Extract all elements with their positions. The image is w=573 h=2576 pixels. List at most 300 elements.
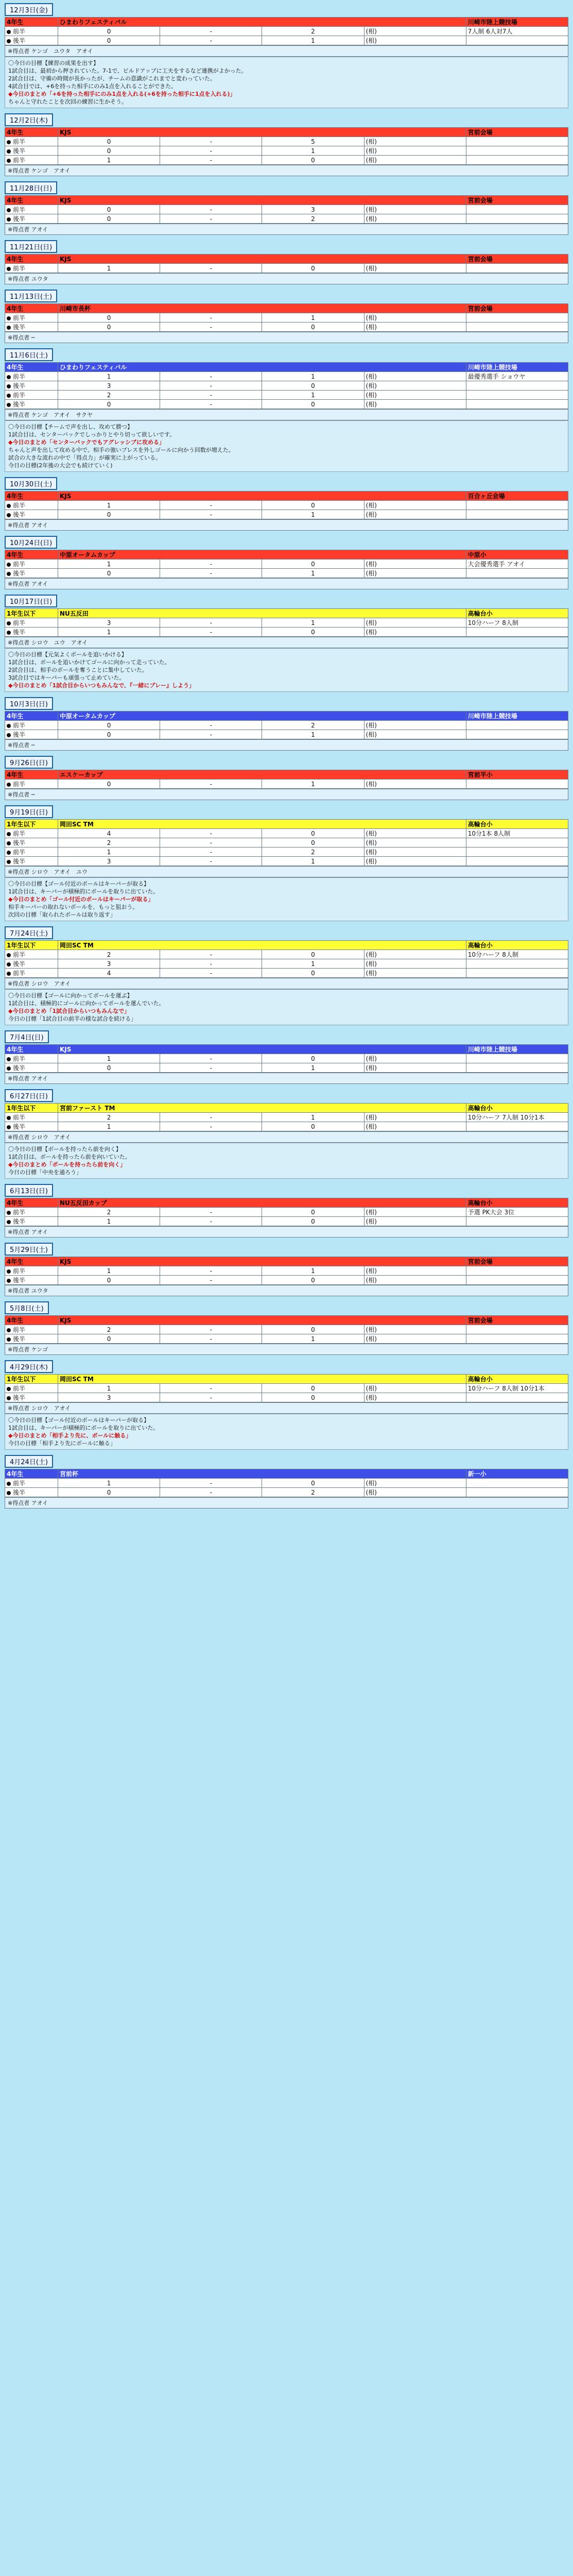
half-text: 後半 [13,324,26,331]
half-text: 後半 [13,1335,26,1343]
match-note [466,779,568,789]
tournament-name: 宮前杯 [58,1469,466,1479]
opponent: (相) [364,721,466,730]
category-label: 4年生 [5,1469,58,1479]
half-text: 後半 [13,1064,26,1072]
score-table [5,1044,568,1073]
score-row [5,1113,568,1122]
score-row [5,1384,568,1393]
half-label [5,1063,58,1073]
vs-mark: - [160,372,262,381]
report-line: ◆今日のまとめ「相手より先に、ボールに触る」 [8,1432,132,1439]
half-label [5,1325,58,1334]
ball-icon [7,860,11,864]
ball-icon [7,724,11,728]
score-table [5,491,568,519]
away-score: 1 [262,618,364,628]
away-score: 5 [262,137,364,146]
opponent: (相) [364,391,466,400]
vs-mark: - [160,1479,262,1488]
report-line: 〇今日の目標【ゴールに向かってボールを運ぶ】 [8,992,133,999]
opponent: (相) [364,1325,466,1334]
report-line: ◆今日のまとめ「ボールを持ったら前を向く」 [8,1161,126,1168]
vs-mark: - [160,1393,262,1402]
half-label [5,560,58,569]
away-score: 1 [262,510,364,519]
category-label: 4年生 [5,18,58,27]
header-row [5,196,568,205]
ball-icon [7,962,11,967]
away-score: 0 [262,156,364,165]
report-line: 2試合目は、相手のボールを奪うことに集中していた。 [8,667,148,673]
ball-icon [7,1482,11,1486]
score-row [5,156,568,165]
vs-mark: - [160,400,262,409]
match-note [466,146,568,156]
vs-mark: - [160,323,262,332]
half-label [5,501,58,510]
half-text: 後半 [13,511,26,518]
report-line: 〇今日の目標【ボールを持ったら前を向く】 [8,1146,121,1153]
half-label [5,400,58,409]
home-score: 0 [58,27,160,36]
match-report [5,1360,568,1450]
score-row [5,146,568,156]
home-score: 1 [58,628,160,637]
match-note [466,730,568,739]
opponent: (相) [364,569,466,578]
opponent: (相) [364,381,466,391]
home-score: 2 [58,950,160,959]
report-text [5,57,568,108]
header-row [5,1316,568,1325]
header-row [5,18,568,27]
score-table [5,17,568,45]
vs-mark: - [160,569,262,578]
ball-icon [7,39,11,43]
category-label: 4年生 [5,770,58,779]
report-line: 1試合目は、ボールを追いかけてゴールに向かって走っていた。 [8,659,170,666]
half-text: 前半 [13,1209,26,1216]
home-score: 0 [58,721,160,730]
ball-icon [7,1211,11,1215]
opponent: (相) [364,857,466,866]
half-label [5,323,58,332]
category-label: 1年生以下 [5,1104,58,1113]
score-row [5,1063,568,1073]
home-score: 4 [58,829,160,838]
header-row [5,770,568,779]
away-score: 3 [262,205,364,214]
category-label: 4年生 [5,1257,58,1266]
vs-mark: - [160,264,262,273]
away-score: 0 [262,501,364,510]
match-note: 10分ハーフ 7人制 10分1本 [466,1113,568,1122]
half-label [5,1393,58,1402]
report-text [5,1143,568,1179]
vs-mark: - [160,1122,262,1131]
vs-mark: - [160,1054,262,1063]
category-label: 1年生以下 [5,820,58,829]
tournament-name: KJS [58,196,466,205]
venue-name: 宮前平小 [466,770,568,779]
opponent: (相) [364,838,466,848]
home-score: 0 [58,1276,160,1285]
home-score: 0 [58,313,160,323]
away-score: 0 [262,838,364,848]
half-label [5,1334,58,1344]
score-row [5,1393,568,1402]
match-report [5,1030,568,1084]
match-date: 7月24日(土) [5,926,53,939]
half-label [5,857,58,866]
match-note [466,1325,568,1334]
half-text: 前半 [13,1385,26,1392]
vs-mark: - [160,848,262,857]
ball-icon [7,953,11,957]
home-score: 0 [58,146,160,156]
opponent: (相) [364,372,466,381]
home-score: 1 [58,501,160,510]
match-note: 10分ハーフ 8人制 10分1本 [466,1384,568,1393]
home-score: 1 [58,1054,160,1063]
vs-mark: - [160,214,262,224]
half-text: 後半 [13,1277,26,1284]
home-score: 1 [58,1122,160,1131]
score-row [5,264,568,273]
header-row [5,492,568,501]
report-line: 4試合目では、+6を持った相手にのみ1点を入れることができた。 [8,83,177,90]
category-label: 4年生 [5,492,58,501]
venue-name: 宮前会場 [466,1316,568,1325]
vs-mark: - [160,146,262,156]
half-text: 後半 [13,382,26,389]
match-date: 11月6日(土) [5,348,53,361]
opponent: (相) [364,510,466,519]
opponent: (相) [364,323,466,332]
opponent: (相) [364,1479,466,1488]
match-report [5,113,568,176]
away-score: 0 [262,1393,364,1402]
match-note: 最優秀選手 ショウヤ [466,372,568,381]
match-note: 大会優秀選手 アオイ [466,560,568,569]
score-table [5,608,568,637]
ball-icon [7,1269,11,1274]
match-note [466,838,568,848]
ball-icon [7,1328,11,1332]
ball-icon [7,1337,11,1342]
opponent: (相) [364,628,466,637]
vs-mark: - [160,950,262,959]
home-score: 3 [58,959,160,969]
report-line: 1試合目は、キーパーが積極的にボールを取りに出ていた。 [8,1425,159,1431]
vs-mark: - [160,156,262,165]
opponent: (相) [364,313,466,323]
vs-mark: - [160,205,262,214]
vs-mark: - [160,618,262,628]
scorers-line: ※得点者 ユウタ [5,273,568,284]
score-row [5,628,568,637]
category-label: 4年生 [5,196,58,205]
score-table [5,1315,568,1344]
away-score: 1 [262,313,364,323]
half-text: 前半 [13,849,26,856]
scorers-line: ※得点者 シロウ アオイ [5,978,568,989]
scorers-line: ※得点者 シロウ アオイ [5,1402,568,1414]
home-score: 2 [58,1113,160,1122]
vs-mark: - [160,721,262,730]
score-row [5,372,568,381]
match-date: 9月19日(日) [5,805,53,818]
match-note [466,400,568,409]
half-label [5,1122,58,1131]
home-score: 3 [58,857,160,866]
vs-mark: - [160,313,262,323]
vs-mark: - [160,730,262,739]
venue-name: 高輪台小 [466,820,568,829]
venue-name: 川崎市陸上競技場 [466,1045,568,1054]
report-line: 今日の目標「1試合目の前半の様な試合を続ける」 [8,1015,136,1022]
vs-mark: - [160,779,262,789]
match-report [5,348,568,472]
half-text: 後半 [13,1394,26,1401]
tournament-name: 岡田SC TM [58,941,466,950]
opponent: (相) [364,829,466,838]
opponent: (相) [364,1384,466,1393]
opponent: (相) [364,1122,466,1131]
match-note [466,391,568,400]
report-line: 1試合目は、センターバックでしっかりとやり切って欲しいです。 [8,431,176,438]
ball-icon [7,563,11,567]
ball-icon [7,394,11,398]
ball-icon [7,733,11,737]
category-label: 1年生以下 [5,941,58,950]
vs-mark: - [160,381,262,391]
match-note [466,137,568,146]
home-score: 0 [58,214,160,224]
half-text: 前半 [13,951,26,958]
report-line: 1試合目は、最初から押されていた。7-1で、ビルドアップに工夫をするなど連携がよかった。 [8,67,247,74]
vs-mark: - [160,560,262,569]
vs-mark: - [160,959,262,969]
half-label [5,313,58,323]
opponent: (相) [364,214,466,224]
header-row [5,1045,568,1054]
match-report [5,240,568,284]
category-label: 4年生 [5,550,58,560]
match-note: 7人制 6人対7人 [466,27,568,36]
half-text: 前半 [13,502,26,509]
half-label [5,1054,58,1063]
vs-mark: - [160,36,262,45]
match-note [466,510,568,519]
match-date: 6月13日(日) [5,1184,53,1197]
match-report [5,477,568,531]
category-label: 4年生 [5,363,58,372]
report-line: 相手キーパーの取れないボールを、もっと狙おう。 [8,904,138,910]
score-row [5,510,568,519]
half-text: 前半 [13,28,26,35]
report-line: 1試合目は、キーパーが積極的にボールを取りに出ていた。 [8,888,159,895]
score-table [5,362,568,409]
home-score: 2 [58,1325,160,1334]
vs-mark: - [160,1113,262,1122]
venue-name: 宮前会場 [466,304,568,313]
home-score: 3 [58,618,160,628]
ball-icon [7,267,11,271]
report-line: 今日の目標「相手より先にボールに触る」 [8,1440,116,1447]
tournament-name: 宮前ファースト TM [58,1104,466,1113]
report-line: ◆今日のまとめ「ゴール付近のボールはキーパーが取る」 [8,896,154,903]
half-label [5,36,58,45]
match-date: 11月21日(日) [5,240,57,253]
match-date: 10月24日(日) [5,536,57,549]
half-label [5,618,58,628]
opponent: (相) [364,1113,466,1122]
match-note [466,1054,568,1063]
score-row [5,1479,568,1488]
away-score: 0 [262,1122,364,1131]
score-row [5,1122,568,1131]
report-line: 〇今日の目標【元気よくボールを追いかける】 [8,651,127,658]
ball-icon [7,832,11,836]
away-score: 0 [262,1325,364,1334]
ball-icon [7,851,11,855]
header-row [5,1375,568,1384]
score-table [5,550,568,578]
score-table [5,1469,568,1497]
half-text: 後半 [13,839,26,846]
match-note [466,1266,568,1276]
header-row [5,1257,568,1266]
away-score: 0 [262,950,364,959]
vs-mark: - [160,1266,262,1276]
match-report [5,756,568,800]
away-score: 1 [262,569,364,578]
vs-mark: - [160,510,262,519]
home-score: 0 [58,779,160,789]
home-score: 0 [58,1334,160,1344]
vs-mark: - [160,27,262,36]
half-label [5,1384,58,1393]
half-label [5,1276,58,1285]
match-note [466,214,568,224]
score-table [5,254,568,273]
match-date: 11月13日(土) [5,290,57,302]
away-score: 1 [262,1063,364,1073]
away-score: 0 [262,628,364,637]
opponent: (相) [364,1488,466,1497]
match-date: 6月27日(日) [5,1089,53,1102]
score-row [5,214,568,224]
scorers-line: ※得点者 ユウタ [5,1285,568,1296]
half-label [5,205,58,214]
header-row [5,711,568,721]
header-row [5,820,568,829]
half-label [5,1266,58,1276]
vs-mark: - [160,1334,262,1344]
scorers-line: ※得点者 ケンゴ アオイ サクヤ [5,409,568,420]
category-label: 4年生 [5,1045,58,1054]
home-score: 1 [58,156,160,165]
match-date: 4月29日(木) [5,1360,53,1373]
ball-icon [7,403,11,407]
match-report [5,181,568,235]
half-label [5,969,58,978]
half-text: 後半 [13,147,26,155]
match-note: 10分1本 8人制 [466,829,568,838]
half-text: 後半 [13,1218,26,1225]
score-row [5,1208,568,1217]
half-label [5,137,58,146]
score-table [5,819,568,866]
score-row [5,27,568,36]
report-line: 2試合目は、守備の時間が長かったが、チームの意識がこれまでと変わっていた。 [8,75,216,82]
score-row [5,1488,568,1497]
match-note [466,969,568,978]
half-text: 前半 [13,157,26,164]
half-label [5,27,58,36]
ball-icon [7,1116,11,1120]
home-score: 2 [58,838,160,848]
vs-mark: - [160,391,262,400]
away-score: 1 [262,857,364,866]
away-score: 0 [262,1208,364,1217]
venue-name: 川崎市陸上競技場 [466,711,568,721]
header-row [5,609,568,618]
header-row [5,1198,568,1208]
half-label [5,1217,58,1226]
away-score: 0 [262,969,364,978]
away-score: 1 [262,1266,364,1276]
match-note [466,1276,568,1285]
report-line: ちゃんと守れたことを次回の練習に生かそう。 [8,98,127,105]
half-label [5,779,58,789]
match-report [5,595,568,692]
away-score: 1 [262,779,364,789]
ball-icon [7,1066,11,1071]
match-report [5,1089,568,1179]
score-row [5,779,568,789]
scorers-line: ※得点者 アオイ [5,1497,568,1509]
away-score: 2 [262,721,364,730]
half-label [5,848,58,857]
match-report [5,1184,568,1238]
home-score: 1 [58,372,160,381]
tournament-name: NU五反田 [58,609,466,618]
half-text: 後半 [13,858,26,865]
ball-icon [7,1396,11,1400]
away-score: 1 [262,391,364,400]
home-score: 1 [58,1217,160,1226]
score-row [5,838,568,848]
opponent: (相) [364,1217,466,1226]
score-row [5,569,568,578]
report-line: ◆今日のまとめ「センターバックでもアグレッシブに攻める」 [8,439,165,446]
tournament-name: ひまわりフェスティバル [58,363,466,372]
scorers-line: ※得点者 アオイ [5,1226,568,1238]
vs-mark: - [160,501,262,510]
category-label: 4年生 [5,711,58,721]
home-score: 0 [58,730,160,739]
score-row [5,959,568,969]
ball-icon [7,208,11,212]
ball-icon [7,159,11,163]
tournament-name: KJS [58,492,466,501]
tournament-name: NU五反田カップ [58,1198,466,1208]
away-score: 2 [262,214,364,224]
opponent: (相) [364,1334,466,1344]
